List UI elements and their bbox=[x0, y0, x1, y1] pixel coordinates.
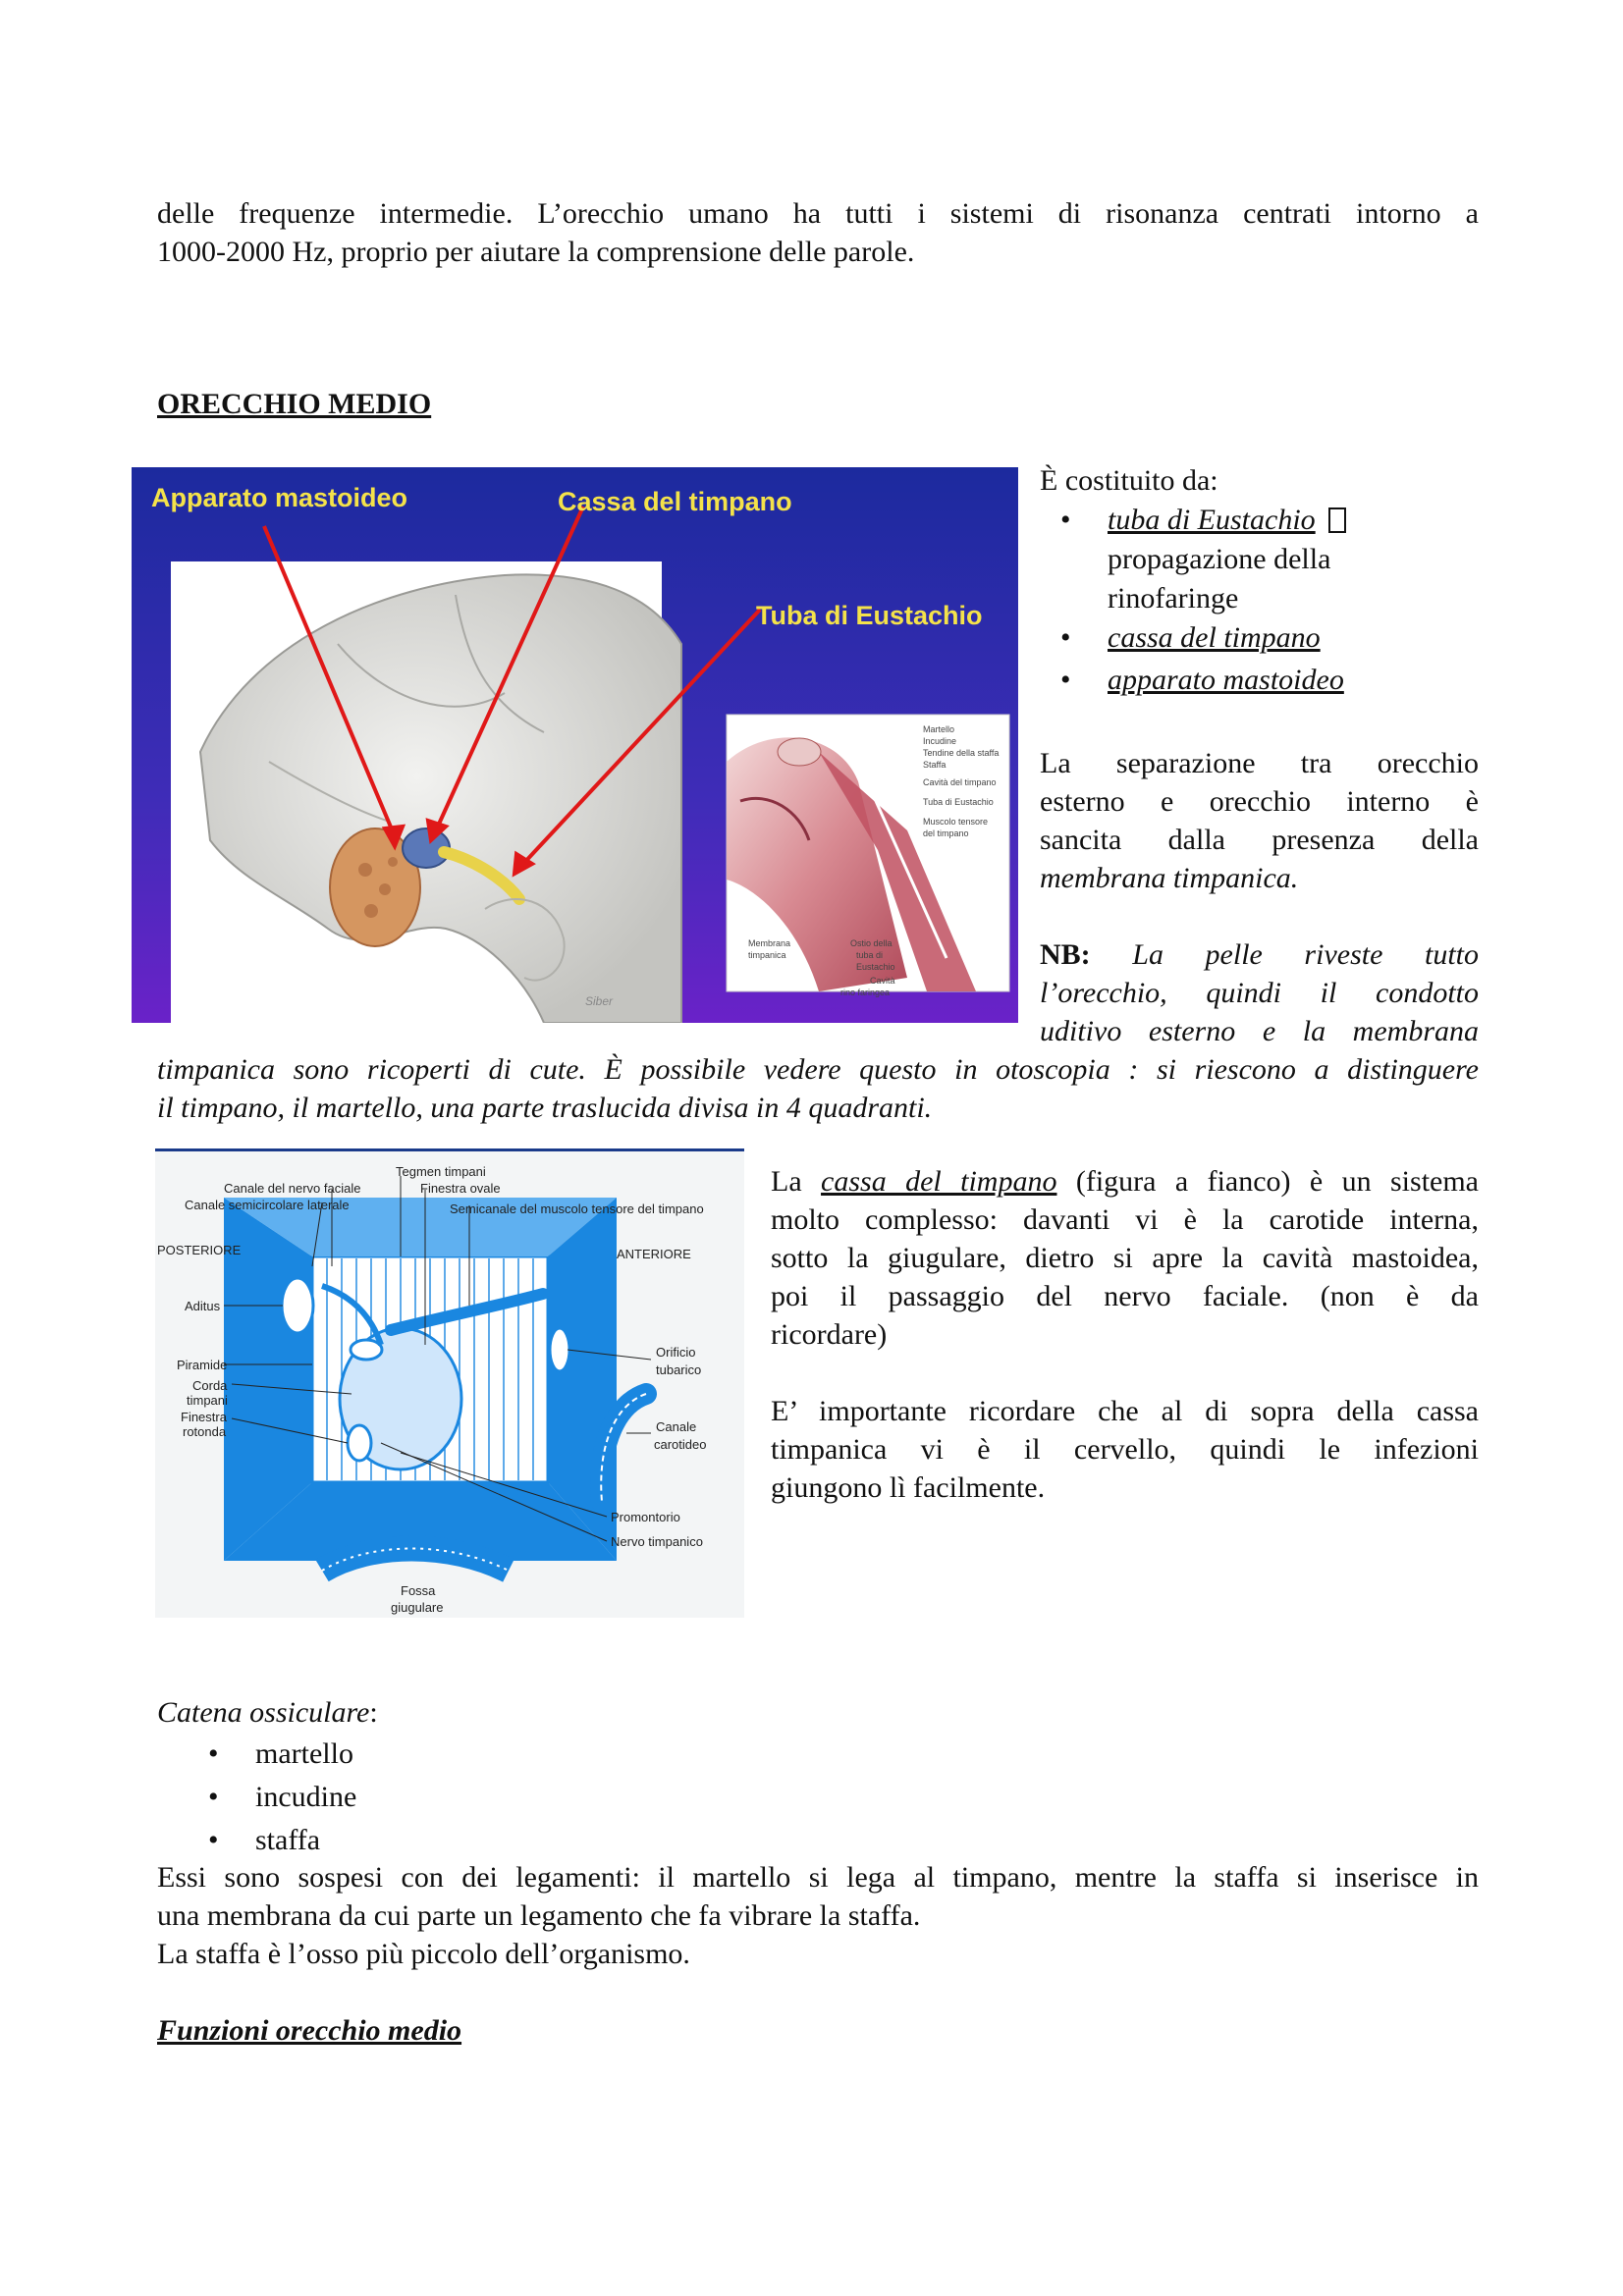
separation-line-4: membrana timpanica. bbox=[1040, 862, 1299, 894]
tympanic-cavity-figure bbox=[155, 1148, 744, 1618]
illustration-signature: Siber bbox=[585, 994, 614, 1008]
fig2-timpani: timpani bbox=[187, 1393, 228, 1408]
intro-line-1: delle frequenze intermedie. L’orecchio umano ha tutti i sistemi di risonanza centrati intorno a bbox=[157, 197, 1479, 230]
fig2-carotideo: carotideo bbox=[654, 1437, 707, 1452]
ligaments-line-2: una membrana da cui parte un legamento che fa vibrare la staffa. bbox=[157, 1899, 921, 1932]
term-cassa: cassa del timpano bbox=[1108, 621, 1321, 654]
tuba-desc-2: rinofaringe bbox=[1108, 582, 1239, 614]
nb-line-4: timpanica sono ricoperti di cute. È possibile vedere questo in otoscopia : si riescono a distinguere bbox=[157, 1053, 1479, 1086]
cassa-line-1-pre: La bbox=[771, 1165, 802, 1198]
inset-bottom-1: Membrana bbox=[748, 938, 791, 948]
catena-item-martello: • martello bbox=[208, 1733, 356, 1776]
fig2-rotonda: rotonda bbox=[183, 1424, 227, 1439]
fig2-semicanale: Semicanale del muscolo tensore del timpano bbox=[450, 1201, 704, 1216]
term-apparato: apparato mastoideo bbox=[1108, 664, 1344, 696]
catena-title-text: Catena ossiculare bbox=[157, 1696, 370, 1729]
tuba-desc-1: propagazione della bbox=[1108, 543, 1331, 575]
nb-line-3: uditivo esterno e la membrana bbox=[1040, 1015, 1479, 1047]
composition-item-apparato bbox=[1060, 661, 1492, 700]
inset-label-4: Staffa bbox=[923, 760, 947, 770]
nb-label: NB: bbox=[1040, 938, 1091, 971]
inset-ear-diagram bbox=[727, 715, 1009, 997]
composition-item-cassa bbox=[1060, 618, 1492, 658]
term-tuba: tuba di Eustachio bbox=[1108, 504, 1316, 536]
arrow-symbol bbox=[1328, 507, 1346, 533]
ligaments-line-1: Essi sono sospesi con dei legamenti: il martello si lega al timpano, mentre la staffa si inserisce in bbox=[157, 1861, 1479, 1894]
fig2-canale: Canale bbox=[656, 1419, 697, 1434]
fig2-anteriore: ANTERIORE bbox=[617, 1247, 691, 1261]
nb-line-1 bbox=[1040, 935, 1479, 974]
cassa-line-3: sotto la giugulare, dietro si apre la cavità mastoidea, bbox=[771, 1242, 1479, 1274]
composition-intro: È costituito da: bbox=[1040, 464, 1218, 497]
intro-line-2: 1000-2000 Hz, proprio per aiutare la comprensione delle parole. bbox=[157, 236, 915, 268]
label-cassa-timpano: Cassa del timpano bbox=[558, 487, 792, 516]
fig2-finestra: Finestra bbox=[181, 1410, 227, 1424]
inset-label-2: Incudine bbox=[923, 736, 957, 746]
fig2-aditus: Aditus bbox=[185, 1299, 221, 1313]
catena-colon: : bbox=[369, 1696, 378, 1729]
inset-bottom-5: Eustachio bbox=[856, 962, 895, 972]
inset-label-1: Martello bbox=[923, 724, 955, 734]
inset-label-3: Tendine della staffa bbox=[923, 748, 1000, 758]
composition-item-tuba bbox=[1060, 501, 1492, 618]
inset-bottom-6: Cavità bbox=[870, 976, 895, 986]
inset-bottom-4: tuba di bbox=[856, 950, 884, 960]
label-tuba-eustachio: Tuba di Eustachio bbox=[756, 601, 983, 630]
cassa-line-1-post: (figura a fianco) è un sistema bbox=[1075, 1165, 1479, 1198]
skull-illustration bbox=[132, 467, 1018, 1023]
fig2-fossa: Fossa bbox=[401, 1583, 436, 1598]
nb-line-5: il timpano, il martello, una parte traslucida divisa in 4 quadranti. bbox=[157, 1092, 933, 1124]
fig2-corda: Corda bbox=[192, 1378, 228, 1393]
fig2-tegmen: Tegmen timpani bbox=[396, 1164, 486, 1179]
ligaments-line-3: La staffa è l’osso più piccolo dell’organismo. bbox=[157, 1938, 690, 1970]
inset-bottom-7: rino faringea bbox=[840, 988, 891, 997]
separation-line-1: La separazione tra orecchio bbox=[1040, 747, 1479, 779]
fig2-piramide: Piramide bbox=[177, 1358, 228, 1372]
catena-title bbox=[157, 1693, 378, 1732]
brain-line-3: giungono lì facilmente. bbox=[771, 1471, 1046, 1504]
label-apparato-mastoideo: Apparato mastoideo bbox=[151, 483, 408, 512]
fig2-canale-semicircolare: Canale semicircolare laterale bbox=[185, 1198, 350, 1212]
inset-label-7: Muscolo tensore bbox=[923, 817, 989, 827]
tympanic-cavity-diagram bbox=[155, 1148, 744, 1618]
catena-list bbox=[208, 1733, 356, 1862]
cassa-term: cassa del timpano bbox=[821, 1165, 1057, 1198]
fig2-orificio: Orificio bbox=[656, 1345, 696, 1360]
fig2-canale-nervo-facciale: Canale del nervo faciale bbox=[224, 1181, 361, 1196]
fig2-nervo-timpanico: Nervo timpanico bbox=[611, 1534, 703, 1549]
inset-label-5: Cavità del timpano bbox=[923, 777, 997, 787]
inset-bottom-2: timpanica bbox=[748, 950, 786, 960]
nb-line-2: l’orecchio, quindi il condotto bbox=[1040, 977, 1479, 1009]
composition-list bbox=[1060, 501, 1492, 700]
fig2-posteriore: POSTERIORE bbox=[157, 1243, 242, 1257]
fig2-giugulare: giugulare bbox=[391, 1600, 444, 1615]
funzioni-heading: Funzioni orecchio medio bbox=[157, 2014, 462, 2047]
brain-line-2: timpanica vi è il cervello, quindi le infezioni bbox=[771, 1433, 1479, 1466]
nb-line-1-text: La pelle riveste tutto bbox=[1132, 938, 1479, 971]
separation-line-2: esterno e orecchio interno è bbox=[1040, 785, 1479, 818]
inset-label-8: del timpano bbox=[923, 828, 969, 838]
cassa-line-5: ricordare) bbox=[771, 1318, 888, 1351]
separation-line-3: sancita dalla presenza della bbox=[1040, 824, 1479, 856]
fig2-finestra-ovale: Finestra ovale bbox=[420, 1181, 501, 1196]
fig2-tubarico: tubarico bbox=[656, 1362, 702, 1377]
inset-label-6: Tuba di Eustachio bbox=[923, 797, 994, 807]
brain-line-1: E’ importante ricordare che al di sopra della cassa bbox=[771, 1395, 1479, 1427]
cassa-line-2: molto complesso: davanti vi è la carotide interna, bbox=[771, 1203, 1479, 1236]
catena-item-incudine: • incudine bbox=[208, 1776, 356, 1819]
catena-item-staffa: • staffa bbox=[208, 1819, 356, 1862]
cassa-line-4: poi il passaggio del nervo faciale. (non è da bbox=[771, 1280, 1479, 1312]
middle-ear-skull-figure bbox=[132, 467, 1018, 1023]
cassa-line-1 bbox=[771, 1162, 1479, 1201]
inset-bottom-3: Ostio della bbox=[850, 938, 893, 948]
section-heading: ORECCHIO MEDIO bbox=[157, 388, 432, 420]
fig2-promontorio: Promontorio bbox=[611, 1510, 680, 1524]
